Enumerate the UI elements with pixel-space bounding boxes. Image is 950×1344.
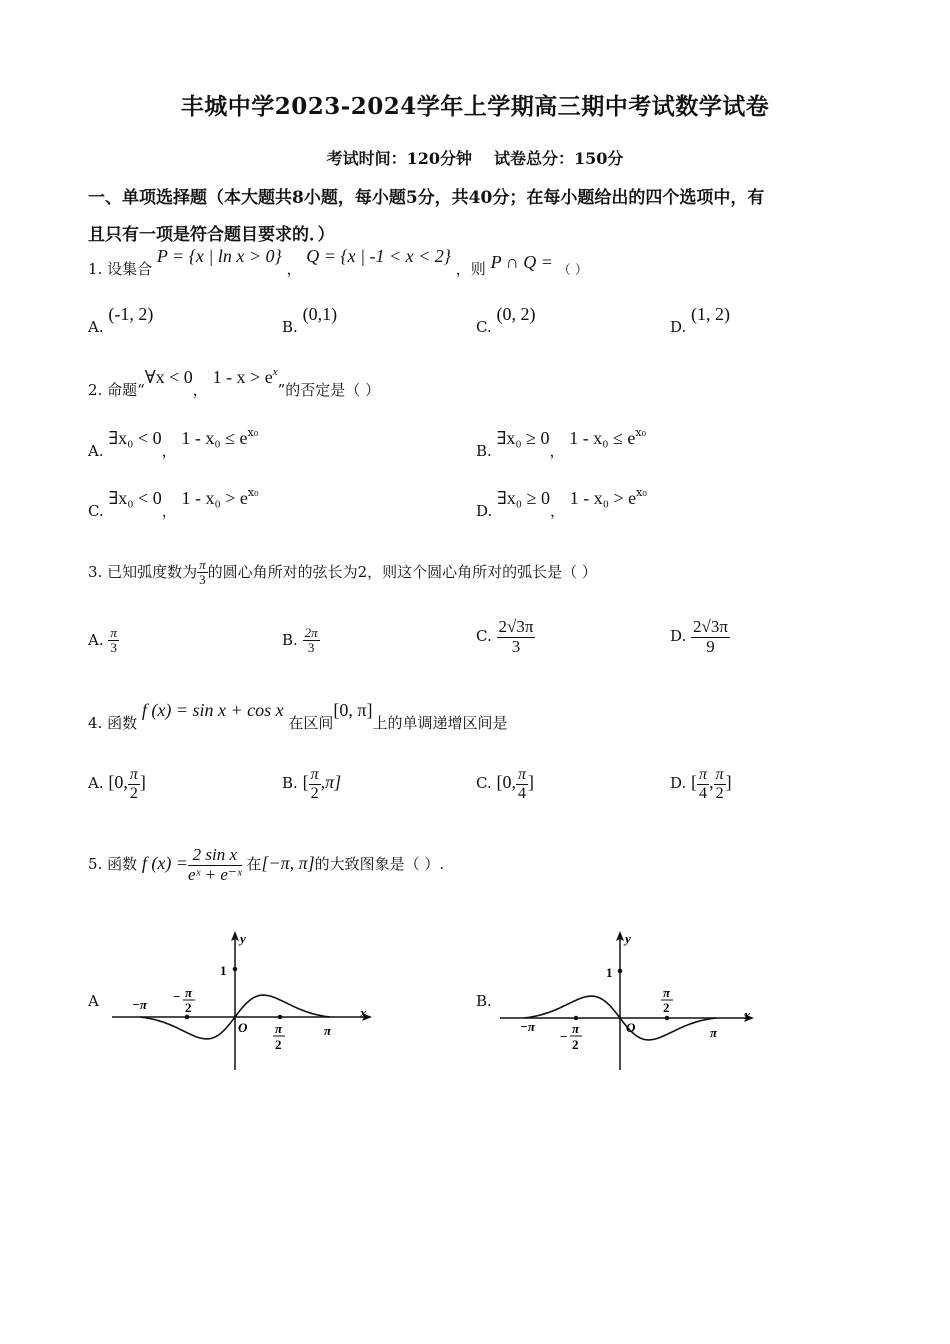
option-math: (0, 2): [496, 304, 536, 324]
q3-suffix: 的圆心角所对的弦长为2，则这个圆心角所对的弧长是（ ）: [207, 562, 597, 581]
exam-info: [0, 146, 950, 169]
option-fraction: $\frac{2√3\pi}{3}$: [498, 617, 534, 656]
x-label: x: [360, 1005, 367, 1020]
section-heading-line2: 且只有一项是符合题目要求的．）: [88, 225, 335, 245]
q4-option-a[interactable]: A. [0, $\frac{\pi}{2}$ ]: [88, 766, 146, 802]
question-2: [88, 366, 381, 400]
q1-option-a[interactable]: [88, 304, 154, 337]
q2-option-a[interactable]: A. ∃x₀ < 0， $1 - x_0 \le e^{x_0}$: [88, 426, 259, 460]
option-exponent: x₀: [636, 486, 647, 499]
q2-prefix: 2. 命题“: [88, 381, 145, 399]
q4-mid: 在区间: [288, 714, 334, 732]
option-fraction: $\frac{\pi}{4}$: [699, 766, 708, 802]
q2-exponent: x: [272, 366, 278, 378]
option-fraction: $\frac{\pi}{2}$: [129, 766, 138, 802]
label-one: 1: [606, 965, 613, 980]
q2-comma: ，: [192, 381, 208, 399]
label-neg-pi: −π: [132, 997, 147, 1012]
option-inequality: 1 - x₀ ≤ e: [569, 428, 636, 448]
exam-time: 考试时间：120分钟: [326, 149, 472, 168]
y-label: y: [625, 931, 631, 946]
q2-option-b[interactable]: B. ∃x₀ ≥ 0， $1 - x_0 \le e^{x_0}$: [476, 426, 647, 460]
option-letter: C.: [476, 627, 492, 646]
q5-suffix: 的大致图象是（ ）.: [314, 855, 445, 874]
graph-a[interactable]: [110, 925, 380, 1073]
option-quantifier: ∃x₀ ≥ 0: [496, 428, 550, 448]
q4-option-b[interactable]: B. [ $\frac{\pi}{2}$ ,π]: [282, 766, 342, 802]
q1-paren: （ ）: [557, 263, 588, 278]
label-neg-sign: −: [173, 989, 181, 1004]
option-inequality: 1 - x₀ ≤ e: [181, 428, 248, 448]
label-neg-half-pi-num: π: [572, 1021, 580, 1036]
x-label: x: [744, 1007, 751, 1022]
option-fraction: $\frac{2\pi}{3}$: [304, 625, 318, 656]
option-letter: D.: [670, 318, 687, 336]
point-neg-half-pi: [574, 1016, 579, 1021]
option-letter: A.: [88, 774, 104, 793]
q1-set-q: Q = {x | -1 < x < 2}: [306, 246, 452, 266]
question-3: [88, 558, 597, 588]
option-fraction: $\frac{\pi}{2}$: [310, 766, 319, 802]
q2-suffix: ”的否定是（ ）: [277, 381, 381, 399]
section-heading-line1: 一、单项选择题（本大题共8小题，每小题5分，共40分；在每小题给出的四个选项中，有: [88, 188, 765, 208]
option-math: (-1, 2): [108, 304, 154, 324]
q5-mid: 在: [246, 855, 262, 874]
option-letter: D.: [670, 774, 687, 793]
point-half-pi: [665, 1016, 670, 1021]
label-neg-half-pi-den: 2: [185, 1000, 192, 1015]
label-neg-sign: −: [560, 1029, 568, 1044]
option-letter: C.: [88, 502, 104, 520]
option-letter: C.: [476, 318, 492, 336]
graph-a-letter[interactable]: A: [88, 992, 99, 1010]
q5-function-lhs: f (x) =: [141, 853, 188, 874]
q1-then: ，则: [455, 260, 486, 278]
label-half-pi-den: 2: [663, 1000, 670, 1015]
option-quantifier: ∃x₀ < 0: [108, 428, 162, 448]
option-exponent: x₀: [247, 426, 259, 439]
q2-option-d[interactable]: D. ∃x₀ ≥ 0， $1 - x_0 > e^{x_0}$: [476, 486, 647, 520]
option-math: (1, 2): [691, 304, 731, 324]
option-letter: A.: [88, 630, 104, 649]
question-5: [88, 846, 444, 884]
point-y-one: [233, 967, 238, 972]
q3-option-d[interactable]: [670, 618, 730, 656]
option-letter: D.: [670, 627, 687, 646]
q3-prefix: 3. 已知弧度数为: [88, 562, 198, 581]
q5-prefix: 5. 函数: [88, 855, 138, 874]
option-letter: B.: [476, 442, 492, 460]
point-neg-half-pi: [185, 1015, 190, 1020]
label-pi: π: [710, 1025, 718, 1040]
option-inequality: 1 - x₀ > e: [181, 488, 248, 508]
option-letter: B.: [282, 318, 298, 336]
option-exponent: x₀: [635, 426, 647, 439]
graph-b[interactable]: [498, 925, 763, 1073]
q4-prefix: 4. 函数: [88, 714, 138, 732]
q5-interval: [−π, π]: [261, 853, 315, 874]
point-half-pi: [278, 1015, 283, 1020]
question-4: [88, 700, 508, 733]
q3-option-c[interactable]: [476, 618, 535, 656]
q1-option-c[interactable]: [476, 304, 536, 337]
q4-option-d[interactable]: D. [ $\frac{\pi}{4}$ , $\frac{\pi}{2}$ ]: [670, 766, 732, 802]
q2-quantifier: ∀x < 0: [144, 367, 193, 387]
point-y-one: [618, 969, 623, 974]
q4-function: f (x) = sin x + cos x: [141, 700, 284, 720]
option-letter: A.: [88, 442, 104, 460]
option-letter: D.: [476, 502, 493, 520]
label-half-pi-num: π: [663, 985, 671, 1000]
y-label: y: [240, 931, 246, 946]
label-neg-pi: −π: [520, 1019, 535, 1034]
option-math: (0,1): [302, 304, 338, 324]
option-letter: C.: [476, 774, 492, 793]
q4-interval: [0, π]: [333, 700, 373, 720]
q3-fraction: $\frac{\pi}{3}$: [199, 557, 206, 588]
exam-title: 丰城中学2023-2024学年上学期高三期中考试数学试卷: [180, 93, 770, 120]
option-quantifier: ∃x₀ < 0: [108, 488, 162, 508]
label-pi: π: [324, 1023, 332, 1038]
q3-option-b[interactable]: [282, 626, 320, 656]
option-quantifier: ∃x₀ ≥ 0: [497, 488, 550, 508]
label-origin: O: [238, 1020, 248, 1035]
q3-option-a[interactable]: [88, 626, 119, 656]
q1-prefix: 1. 设集合: [88, 260, 153, 278]
option-inequality: 1 - x₀ > e: [569, 488, 637, 508]
q1-comma: ，: [286, 260, 302, 278]
option-fraction-2: $\frac{\pi}{2}$: [715, 766, 724, 802]
q5-fraction: $\frac{\text{2 sin x}}{\text{eˣ + e⁻ˣ}}$: [188, 845, 242, 884]
q2-option-c[interactable]: C. ∃x₀ < 0， $1 - x_0 > e^{x_0}$: [88, 486, 259, 520]
q1-option-b[interactable]: [282, 304, 338, 337]
label-half-pi-den: 2: [275, 1037, 282, 1052]
label-half-pi-num: π: [275, 1021, 283, 1036]
option-exponent: x₀: [247, 486, 259, 499]
option-fraction: $\frac{2√3\pi}{9}$: [693, 617, 728, 656]
q4-option-c[interactable]: C. [0, $\frac{\pi}{4}$ ]: [476, 766, 535, 802]
q2-inequality: 1 - x > e: [212, 367, 273, 387]
label-origin: O: [626, 1020, 636, 1035]
option-letter: B.: [282, 774, 298, 793]
option-letter: A.: [88, 318, 104, 336]
q1-set-p: P = {x | ln x > 0}: [156, 246, 282, 266]
option-letter: B.: [282, 630, 298, 649]
exam-total-score: 试卷总分：150分: [494, 149, 624, 168]
q1-option-d[interactable]: [670, 304, 731, 337]
option-fraction: $\frac{\pi}{3}$: [110, 625, 117, 656]
graph-b-letter[interactable]: B.: [476, 992, 492, 1010]
label-one: 1: [220, 963, 227, 978]
label-neg-half-pi-num: π: [185, 985, 193, 1000]
question-1: [88, 246, 588, 279]
option-fraction: $\frac{\pi}{4}$: [518, 766, 527, 802]
q4-suffix: 上的单调递增区间是: [372, 714, 508, 732]
q1-expr: P ∩ Q =: [490, 252, 553, 272]
label-neg-half-pi-den: 2: [572, 1037, 579, 1052]
